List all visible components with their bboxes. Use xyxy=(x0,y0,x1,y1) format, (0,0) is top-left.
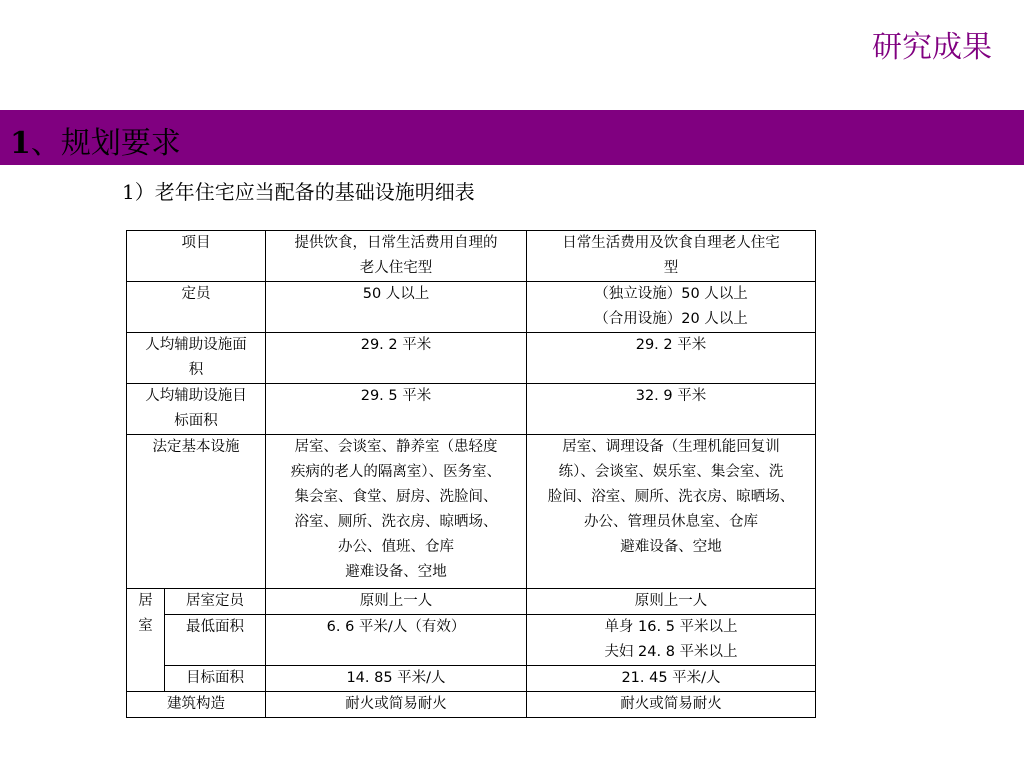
section-title-text: 、规划要求 xyxy=(30,126,181,161)
table-row xyxy=(127,333,816,384)
cell-a: 14. 85 平米/人 xyxy=(266,666,527,692)
table-row xyxy=(127,666,816,692)
row-label: 居室定员 xyxy=(165,589,266,615)
cell-a: 耐火或简易耐火 xyxy=(266,692,527,718)
cell-a: 29. 2 平米 xyxy=(266,333,527,384)
header-col-b: 日常生活费用及饮食自理老人住宅 型 xyxy=(527,231,816,282)
cell-b: 单身 16. 5 平米以上 夫妇 24. 8 平米以上 xyxy=(527,615,816,666)
header-col-a: 提供饮食，日常生活费用自理的 老人住宅型 xyxy=(266,231,527,282)
table-row xyxy=(127,589,816,615)
table-row xyxy=(127,615,816,666)
facilities-table xyxy=(126,230,816,718)
cell-a: 居室、会谈室、静养室（患轻度 疾病的老人的隔离室）、医务室、 集会室、食堂、厨房、洗脸间、 浴室、厕所、洗衣房、晾晒场、 办公、值班、仓库 避难设备、空地 xyxy=(266,435,527,589)
cell-b: 耐火或简易耐火 xyxy=(527,692,816,718)
row-label: 最低面积 xyxy=(165,615,266,666)
cell-a: 50 人以上 xyxy=(266,282,527,333)
table-row xyxy=(127,435,816,589)
section-number: 1 xyxy=(10,126,31,161)
row-label: 人均辅助设施目 标面积 xyxy=(127,384,266,435)
cell-a: 原则上一人 xyxy=(266,589,527,615)
cell-b: 原则上一人 xyxy=(527,589,816,615)
cell-b: 29. 2 平米 xyxy=(527,333,816,384)
cell-b: （独立设施）50 人以上 （合用设施）20 人以上 xyxy=(527,282,816,333)
cell-b: 居室、调理设备（生理机能回复训 练）、会谈室、娱乐室、集会室、洗 脸间、浴室、厕所、洗衣房、晾晒场、 办公、管理员休息室、仓库 避难设备、空地 xyxy=(527,435,816,589)
table-row xyxy=(127,384,816,435)
row-label: 法定基本设施 xyxy=(127,435,266,589)
corner-title: 研究成果 xyxy=(872,30,992,65)
cell-b: 32. 9 平米 xyxy=(527,384,816,435)
row-label: 目标面积 xyxy=(165,666,266,692)
header-item: 项目 xyxy=(127,231,266,282)
section-header-bar xyxy=(0,110,1024,165)
section-title xyxy=(10,118,181,162)
cell-a: 6. 6 平米/人（有效） xyxy=(266,615,527,666)
row-label: 人均辅助设施面 积 xyxy=(127,333,266,384)
room-group-label: 居 室 xyxy=(127,589,165,692)
table-row xyxy=(127,692,816,718)
cell-a: 29. 5 平米 xyxy=(266,384,527,435)
table-header-row xyxy=(127,231,816,282)
table-row xyxy=(127,282,816,333)
row-label: 定员 xyxy=(127,282,266,333)
table-caption: 1）老年住宅应当配备的基础设施明细表 xyxy=(122,180,475,204)
row-label: 建筑构造 xyxy=(127,692,266,718)
cell-b: 21. 45 平米/人 xyxy=(527,666,816,692)
